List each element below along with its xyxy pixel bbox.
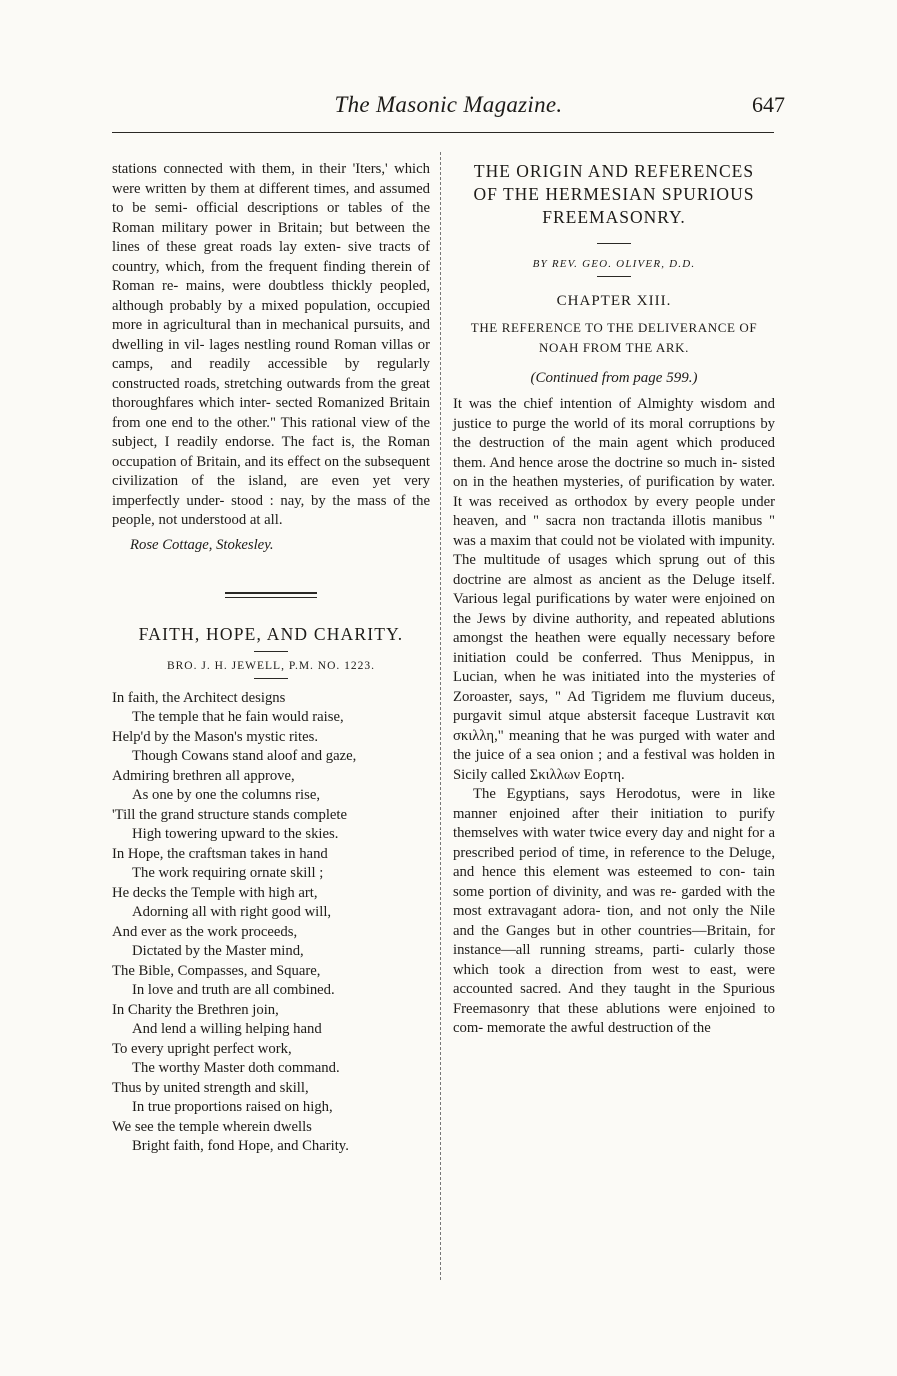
text-line: the lines of these great roads lay exten- — [112, 219, 431, 255]
poem-line: Adorning all with right good will, — [132, 904, 332, 920]
article-title-line: THE ORIGIN AND REFERENCES — [473, 161, 755, 181]
text-line: garded with the most extravagant adora- — [453, 883, 775, 919]
text-line: constructed roads, stretching outwards — [112, 375, 341, 392]
text-line: they taught in the Spurious Freemasonry — [453, 981, 776, 1017]
text-line: to purify themselves with water twice — [453, 805, 776, 841]
text-line: Ganges but in other countries—Britain, — [505, 922, 751, 939]
poem-line: The work requiring ornate skill ; — [132, 865, 324, 881]
chapter-heading: CHAPTER XIII. — [556, 293, 672, 309]
text-line: It was the chief intention of Almighty — [453, 396, 694, 412]
text-line: Tigridem me fluvium duceus, purgavit — [453, 688, 775, 724]
text-line: with impunity. The multitude of usages — [453, 532, 776, 568]
text-line: orthodox by every people under heaven, — [453, 493, 775, 529]
text-line: And hence arose the doctrine so much in- — [489, 454, 738, 471]
poem-line: In true proportions raised on high, — [132, 1099, 333, 1115]
text-line: every day and night for a prescribed period — [453, 825, 776, 861]
text-line: of time, in reference to the Deluge, and — [453, 844, 775, 880]
text-line: simul atque abstersit faceque Lustravit και — [508, 708, 776, 724]
text-line: although probably by a mixed population, — [112, 297, 371, 314]
section-separator — [225, 592, 317, 598]
text-line: military power in Britain; but between — [161, 219, 405, 236]
text-line: frequent finding therein of Roman re- — [112, 258, 431, 294]
header-rule — [112, 132, 774, 133]
poem-line: And ever as the work proceeds, — [112, 923, 298, 940]
poem-body — [112, 689, 430, 1157]
poem-line: He decks the Temple with high art, — [112, 884, 318, 901]
text-line: tain some portion of divinity, and was re- — [453, 864, 776, 900]
text-line: sisted on in the heathen mysteries, of — [453, 454, 775, 490]
signoff: Rose Cottage, Stokesley. — [130, 536, 274, 553]
text-line: and a festival was holden in Sicily called — [453, 747, 776, 783]
running-header-title: The Masonic Magazine. — [334, 92, 563, 117]
text-line: cularly those which took a direction from — [453, 942, 776, 978]
short-rule — [597, 243, 631, 244]
right-column — [453, 160, 775, 1039]
text-line: lages nestling round Roman villas or — [209, 336, 430, 353]
text-line: mechanical pursuits, and dwelling in vil- — [112, 317, 431, 353]
text-line: wisdom and justice to purge the world of — [453, 396, 775, 432]
poem-line: The temple that he fain would raise, — [132, 709, 344, 725]
text-line: not understood at all. — [158, 512, 283, 528]
text-line: for instance—all running streams, parti- — [453, 922, 776, 958]
text-line: its moral corruptions by the destruction of — [453, 415, 776, 451]
text-line: the Roman occupation of Britain, and its — [112, 434, 431, 470]
text-line: Various legal purifications by water were — [453, 591, 701, 607]
text-line: west to east, were accounted sacred. And — [453, 961, 776, 997]
poem-line: High towering upward to the skies. — [132, 826, 339, 842]
continued-note: (Continued from page 599.) — [530, 370, 698, 386]
left-column — [112, 160, 430, 1157]
text-line: sive tracts of country, which, from the — [112, 239, 431, 275]
poem-line: Dictated by the Master mind, — [132, 943, 304, 959]
article-paragraph-1 — [453, 395, 775, 785]
text-line: effect on the subsequent civilization of the — [112, 453, 430, 489]
text-line: 'Iters,' which were written by them at — [112, 161, 430, 197]
poem-line: We see the temple wherein dwells — [112, 1118, 312, 1135]
text-line: with water and the juice of a sea onion ; — [453, 727, 775, 763]
text-line: from the great thoroughfares which inter- — [112, 375, 430, 411]
article-author: BY REV. GEO. OLIVER, D.D. — [532, 258, 696, 270]
text-line: stood : nay, by the mass of the people, — [112, 492, 431, 528]
poem-line: 'Till the grand structure stands complete — [112, 806, 348, 823]
text-line: sected Romanized Britain from one end to — [112, 395, 430, 431]
article-title — [453, 160, 775, 229]
text-line: heathen were equally necessary before — [534, 630, 776, 646]
short-rule — [254, 651, 288, 652]
text-line: which sprung out of this doctrine are — [453, 552, 775, 588]
poem-line: Bright faith, fond Hope, and Charity. — [132, 1138, 349, 1154]
text-line: stations connected with them, in their — [112, 161, 347, 177]
article-paragraph-2 — [453, 785, 775, 1039]
text-line: initiation could be conferred. Thus — [453, 649, 682, 666]
text-line: subject, I readily endorse. The fact is, — [112, 434, 355, 450]
poem-line: And lend a willing helping hand — [132, 1021, 322, 1037]
text-line: official descriptions or tables of the Roman — [112, 200, 431, 236]
text-line: enjoined on the Jews by divine authority, — [453, 591, 775, 627]
text-line: camps, and readily accessible by regularly — [112, 356, 430, 372]
poem-line: As one by one the columns rise, — [132, 787, 321, 803]
text-line: and " sacra non tractanda illotis manibus " — [505, 513, 776, 529]
text-line: the other." This rational view of the — [214, 414, 431, 431]
text-line: the main agent which produced them. — [453, 435, 775, 471]
article-title-line: OF THE HERMESIAN SPURIOUS — [473, 184, 755, 204]
poem-line: Help'd by the Mason's mystic rites. — [112, 728, 318, 745]
text-line: occupied more in agricultural than in — [112, 297, 431, 333]
text-line: Menippus, in Lucian, when he was initiated — [453, 649, 775, 685]
text-line: purification by water. It was received as — [453, 474, 776, 510]
column-divider — [440, 152, 441, 1280]
subtitle-line: THE REFERENCE TO THE DELIVERANCE OF — [470, 320, 758, 335]
text-line: that these ablutions were enjoined to com- — [453, 1000, 776, 1036]
text-line: like manner enjoined after their initiation — [453, 786, 775, 822]
text-line: into the mysteries of Zoroaster, says, " Ad — [453, 669, 775, 705]
page-number: 647 — [752, 92, 785, 117]
text-line: Σκιλλων Εορτη. — [529, 766, 625, 783]
poem-line: In love and truth are all combined. — [132, 982, 335, 998]
chapter-subtitle — [453, 318, 775, 358]
text-line: memorate the awful destruction of the — [486, 1020, 711, 1036]
poem-line: Thus by united strength and skill, — [112, 1079, 309, 1096]
text-line: island, are even yet very imperfectly under- — [112, 473, 430, 509]
poem-line: The Bible, Compasses, and Square, — [112, 962, 321, 979]
poem-byline: BRO. J. H. JEWELL, P.M. NO. 1223. — [166, 659, 376, 672]
poem-line: Though Cowans stand aloof and gaze, — [132, 748, 357, 764]
short-rule — [597, 276, 631, 277]
poem-line: In faith, the Architect designs — [112, 689, 286, 706]
poem-line: The worthy Master doth command. — [132, 1060, 340, 1076]
text-line: almost as ancient as the Deluge itself. — [533, 571, 775, 588]
poem-line: To every upright perfect work, — [112, 1040, 292, 1057]
article-title-line: FREEMASONRY. — [542, 207, 686, 227]
text-line: mains, were doubtless thickly peopled, — [185, 278, 431, 294]
poem-line: Admiring brethren all approve, — [112, 767, 295, 784]
poem-line: In Hope, the craftsman takes in hand — [112, 845, 328, 862]
poem-title: FAITH, HOPE, AND CHARITY. — [138, 623, 404, 644]
text-line: and repeated ablutions amongst the — [453, 610, 776, 646]
text-line: was a maxim that could not be violated — [453, 532, 686, 549]
text-line: hence this element was esteemed to con- — [481, 864, 746, 880]
text-line: tion, and not only the Nile and the — [453, 903, 776, 939]
continuation-paragraph — [112, 160, 430, 531]
text-line: σκιλλη," meaning that he was purged — [453, 727, 680, 744]
poem-line: In Charity the Brethren join, — [112, 1001, 279, 1018]
short-rule — [254, 678, 288, 679]
text-line: different times, and assumed to be semi- — [112, 180, 430, 216]
subtitle-line: NOAH FROM THE ARK. — [539, 340, 689, 355]
text-line: The Egyptians, says Herodotus, were in — [473, 786, 743, 802]
